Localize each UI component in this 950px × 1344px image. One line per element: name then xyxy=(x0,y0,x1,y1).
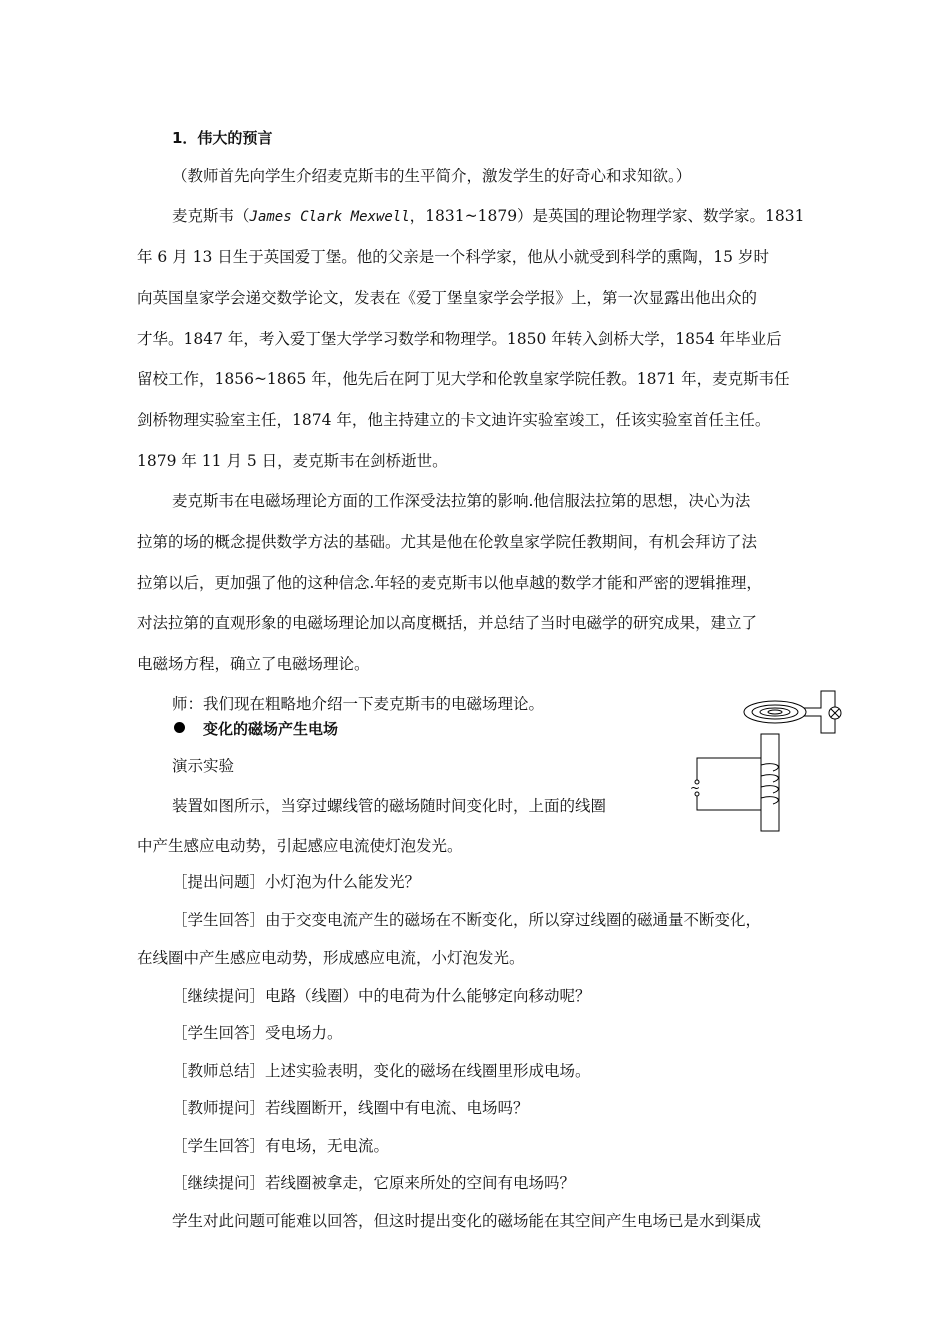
bio-line-7: 1879 年 11 月 5 日，麦克斯韦在剑桥逝世。 xyxy=(137,452,448,470)
theory-line-2: 拉第的场的概念提供数学方法的基础。尤其是他在伦敦皇家学院任教期间，有机会拜访了法 xyxy=(137,533,758,551)
solenoid-circuit xyxy=(690,734,779,831)
demo-desc-2: 中产生感应电动势，引起感应电流使灯泡发光。 xyxy=(137,837,463,855)
dialogue-line-4: ［继续提问］电路（线圈）中的电荷为什么能够定向移动呢？ xyxy=(172,987,591,1005)
bio-line-1b: ，1831~1879）是英国的理论物理学家、数学家。1831 xyxy=(409,207,805,225)
bio-line-1 xyxy=(172,206,805,227)
dialogue-line-9: ［继续提问］若线圈被拿走，它原来所处的空间有电场吗？ xyxy=(172,1174,576,1192)
dialogue-line-5: ［学生回答］受电场力。 xyxy=(172,1024,343,1042)
ring-coil-with-bulb xyxy=(744,691,841,733)
bio-line-6: 剑桥物理实验室主任，1874 年，他主持建立的卡文迪许实验室竣工，任该实验室首任主任。 xyxy=(137,411,771,429)
ac-source-icon: ~ xyxy=(690,781,701,795)
bullet-dot-icon xyxy=(174,722,185,733)
light-bulb-icon xyxy=(829,707,841,719)
theory-line-4: 对法拉第的直观形象的电磁场理论加以高度概括，并总结了当时电磁学的研究成果，建立了 xyxy=(137,614,758,632)
teacher-intro: 师：我们现在粗略地介绍一下麦克斯韦的电磁场理论。 xyxy=(172,695,545,713)
bio-line-3: 向英国皇家学会递交数学论文，发表在《爱丁堡皇家学会学报》上，第一次显露出他出众的 xyxy=(137,289,758,307)
section-title: 1．伟大的预言 xyxy=(172,129,273,147)
theory-line-1: 麦克斯韦在电磁场理论方面的工作深受法拉第的影响.他信服法拉第的思想，决心为法 xyxy=(172,492,751,510)
bio-line-4: 才华。1847 年，考入爱丁堡大学学习数学和物理学。1850 年转入剑桥大学，1854 年毕业后 xyxy=(137,330,782,348)
dialogue-line-10: 学生对此问题可能难以回答，但这时提出变化的磁场能在其空间产生电场已是水到渠成 xyxy=(172,1212,762,1230)
dialogue-line-7: ［教师提问］若线圈断开，线圈中有电流、电场吗？ xyxy=(172,1099,529,1117)
intro-note: （教师首先向学生介绍麦克斯韦的生平简介，激发学生的好奇心和求知欲。） xyxy=(172,167,692,185)
dialogue-line-3: 在线圈中产生感应电动势，形成感应电流，小灯泡发光。 xyxy=(137,949,525,967)
bio-line-2: 年 6 月 13 日生于英国爱丁堡。他的父亲是一个科学家，他从小就受到科学的熏陶，15 岁时 xyxy=(137,248,769,266)
dialogue-line-1: ［提出问题］小灯泡为什么能发光？ xyxy=(172,873,421,891)
dialogue-line-8: ［学生回答］有电场，无电流。 xyxy=(172,1137,390,1155)
bullet-heading: 变化的磁场产生电场 xyxy=(203,720,339,738)
bio-line-5: 留校工作，1856~1865 年，他先后在阿丁见大学和伦敦皇家学院任教。1871 年，麦克斯韦任 xyxy=(137,370,790,388)
solenoid-apparatus-figure xyxy=(685,685,855,835)
dialogue-line-2: ［学生回答］由于交变电流产生的磁场在不断变化，所以穿过线圈的磁通量不断变化， xyxy=(172,911,762,929)
demo-label: 演示实验 xyxy=(172,757,235,775)
dialogue-line-6: ［教师总结］上述实验表明，变化的磁场在线圈里形成电场。 xyxy=(172,1062,591,1080)
bio-line-1a: 麦克斯韦（ xyxy=(172,207,250,225)
demo-desc-1: 装置如图所示，当穿过螺线管的磁场随时间变化时，上面的线圈 xyxy=(172,797,607,815)
maxwell-english-name: James Clark Mexwell xyxy=(249,209,410,225)
theory-line-5: 电磁场方程，确立了电磁场理论。 xyxy=(137,655,370,673)
theory-line-3: 拉第以后，更加强了他的这种信念.年轻的麦克斯韦以他卓越的数学才能和严密的逻辑推理， xyxy=(137,574,762,592)
